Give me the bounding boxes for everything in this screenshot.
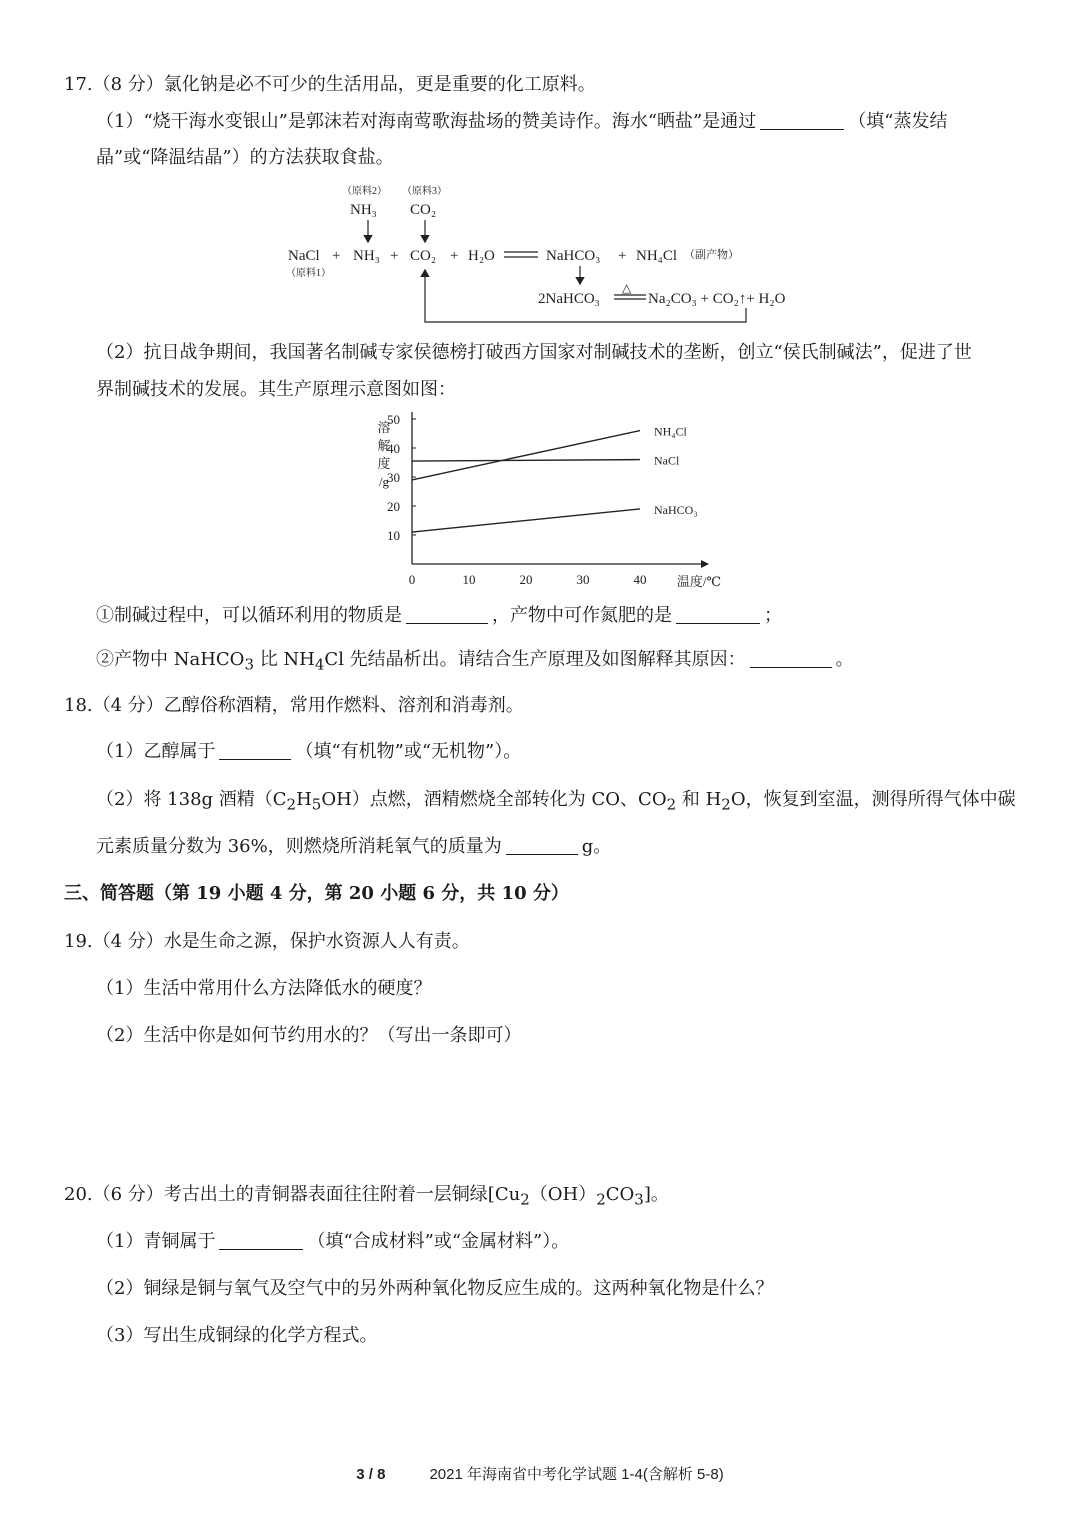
eq2-right: Na₂CO₃ + CO₂↑+ H₂O <box>648 291 786 307</box>
subscript-3: 3 <box>244 655 254 674</box>
q18-part1-answer-blank[interactable] <box>219 741 291 760</box>
q20-part3: （3）写出生成铜绿的化学方程式。 <box>96 1325 378 1346</box>
q18-part2-line2 <box>96 835 611 859</box>
x-tick-label: 20 <box>519 572 533 587</box>
q17-question2-text-a: ②产物中 NaHCO <box>96 649 245 670</box>
q18-part2-text-c: OH）点燃，酒精燃烧全部转化为 CO、CO <box>321 789 667 810</box>
q20-part1 <box>96 1230 569 1254</box>
raw-material-2-label: （原料2） <box>342 186 387 197</box>
q17-question2 <box>96 648 854 677</box>
x-tick-label: 40 <box>633 572 647 587</box>
q18-part2-line1 <box>96 788 1016 817</box>
x-tick-label: 10 <box>462 572 476 587</box>
eq1-h2o: H₂O <box>468 248 495 264</box>
x-tick-label: 0 <box>408 572 416 587</box>
subscript-2: 2 <box>286 795 297 814</box>
q20-stem-text-d: ]。 <box>643 1184 669 1205</box>
subscript-2: 2 <box>666 795 677 814</box>
eq1-co2: CO₂ <box>410 248 437 264</box>
q20-stem-text-b: （OH） <box>529 1184 597 1205</box>
q17-question1-text-c: ； <box>764 605 782 626</box>
q17-part1-answer-blank[interactable] <box>760 111 844 130</box>
raw-material-3-label: （原料3） <box>402 186 447 197</box>
subscript-2: 2 <box>520 1190 530 1209</box>
q20-part1-answer-blank[interactable] <box>219 1231 303 1250</box>
series-label: NaHCO₃ <box>654 502 698 517</box>
q17-recycle-answer-blank[interactable] <box>406 605 488 624</box>
q17-part2-line2: 界制碱技术的发展。其生产原理示意图如图： <box>96 379 456 400</box>
y-tick-label: 30 <box>387 470 400 485</box>
q20-stem <box>64 1183 669 1212</box>
raw-material-1-label: （原料1） <box>286 268 331 279</box>
eq1-plus-3: + <box>450 248 459 264</box>
q18-part1-text-a: （1）乙醇属于 <box>96 741 216 762</box>
q20-part1-text-b: （填“合成材料”或“金属材料”）。 <box>307 1231 570 1252</box>
q17-question2-text-c: Cl 先结晶析出。请结合生产原理及如图解释其原因： <box>324 649 746 670</box>
y-tick-label: 40 <box>387 441 400 456</box>
q17-part1-text-b: （填“蒸发结 <box>848 111 948 132</box>
q19-part2: （2）生活中你是如何节约用水的？（写出一条即可） <box>96 1025 522 1046</box>
q17-part1-line2: 晶”或“降温结晶”）的方法获取食盐。 <box>96 147 394 168</box>
y-tick-label: 50 <box>387 412 400 427</box>
solubility-chart <box>370 412 740 590</box>
x-axis-arrowhead <box>701 560 709 568</box>
q17-part1-line1 <box>96 110 947 134</box>
series-line-NaCl <box>412 460 640 461</box>
x-axis-label: 温度/℃ <box>676 574 722 589</box>
q18-part2-text-a: （2）将 138g 酒精（C <box>96 789 287 810</box>
q17-part1-text-a: （1）“烧干海水变银山”是郭沫若对海南莺歌海盐场的赞美诗作。海水“晒盐”是通过 <box>96 111 757 132</box>
q18-part2-text-g: g。 <box>581 836 612 857</box>
q17-question1 <box>96 604 782 628</box>
eq1-plus-2: + <box>390 248 399 264</box>
q20-part1-text-a: （1）青铜属于 <box>96 1231 216 1252</box>
eq1-nacl: NaCl <box>288 248 320 264</box>
q17-question2-text-b: 比 NH <box>253 649 315 670</box>
eq1-nh3: NH₃ <box>353 248 380 264</box>
y-tick-label: 20 <box>387 499 400 514</box>
series-line-NaHCO₃ <box>412 509 640 532</box>
y-axis-label-char: /g <box>378 474 390 489</box>
q20-stem-text-c: CO <box>605 1184 635 1205</box>
q19-stem: 19.（4 分）水是生命之源，保护水资源人人有责。 <box>64 931 470 952</box>
q18-part2-text-e: O，恢复到室温，测得所得气体中碳 <box>730 789 1016 810</box>
series-label: NH₄Cl <box>654 424 687 439</box>
eq1-plus-1: + <box>332 248 341 264</box>
q17-fertilizer-answer-blank[interactable] <box>676 605 760 624</box>
eq1-byproduct-label: （副产物） <box>684 249 739 261</box>
y-axis-label-char: 度 <box>377 456 391 471</box>
q18-part1-text-b: （填“有机物”或“无机物”）。 <box>295 741 522 762</box>
q18-oxygen-mass-blank[interactable] <box>506 836 578 855</box>
page-number: 3 / 8 <box>356 1466 386 1483</box>
q18-part1 <box>96 740 521 764</box>
x-tick-label: 30 <box>576 572 590 587</box>
section-3-heading: 三、简答题（第 19 小题 4 分，第 20 小题 6 分，共 10 分） <box>64 883 569 904</box>
q19-part1: （1）生活中常用什么方法降低水的硬度？ <box>96 978 432 999</box>
q17-question1-text-a: ①制碱过程中，可以循环利用的物质是 <box>96 605 402 626</box>
q17-stem: 17.（8 分）氯化钠是必不可少的生活用品，更是重要的化工原料。 <box>64 74 596 95</box>
document-title: 2021 年海南省中考化学试题 1-4(含解析 5-8) <box>429 1466 724 1483</box>
y-axis-label-char: 溶 <box>377 420 391 435</box>
nh3-input-label: NH₃ <box>350 202 377 218</box>
q18-part2-text-d: 和 H <box>676 789 722 810</box>
subscript-5: 5 <box>311 795 322 814</box>
page-footer <box>0 1463 1080 1484</box>
eq1-nh4cl: NH₄Cl <box>636 248 678 264</box>
subscript-2: 2 <box>596 1190 606 1209</box>
q18-part2-text-b: H <box>296 789 312 810</box>
q18-stem: 18.（4 分）乙醇俗称酒精，常用作燃料、溶剂和消毒剂。 <box>64 695 524 716</box>
series-label: NaCl <box>654 453 680 468</box>
subscript-3: 3 <box>634 1190 644 1209</box>
q17-part2-line1: （2）抗日战争期间，我国著名制碱专家侯德榜打破西方国家对制碱技术的垄断，创立“侯氏制碱法”，促进了世 <box>96 342 972 363</box>
subscript-2: 2 <box>721 795 731 814</box>
y-axis-label-char: 解 <box>377 438 391 453</box>
production-flow-diagram <box>280 178 840 328</box>
eq1-plus-4: + <box>618 248 627 264</box>
q17-question2-text-d: 。 <box>835 649 854 670</box>
q20-part2: （2）铜绿是铜与氧气及空气中的另外两种氧化物反应生成的。这两种氧化物是什么？ <box>96 1278 774 1299</box>
y-tick-label: 10 <box>387 528 400 543</box>
q17-reason-answer-blank[interactable] <box>750 649 832 668</box>
series-line-NH₄Cl <box>412 431 640 480</box>
q20-stem-text-a: 20.（6 分）考古出土的青铜器表面往往附着一层铜绿[Cu <box>64 1184 521 1205</box>
eq2-left: 2NaHCO₃ <box>538 291 600 307</box>
subscript-4: 4 <box>314 655 325 674</box>
co2-input-label: CO₂ <box>410 202 437 218</box>
eq1-nahco3: NaHCO₃ <box>546 248 601 264</box>
q17-question1-text-b: ，产物中可作氮肥的是 <box>492 605 672 626</box>
q18-part2-text-f: 元素质量分数为 36%，则燃烧所消耗氧气的质量为 <box>96 836 502 857</box>
eq2-heat-condition: △ <box>622 281 632 295</box>
